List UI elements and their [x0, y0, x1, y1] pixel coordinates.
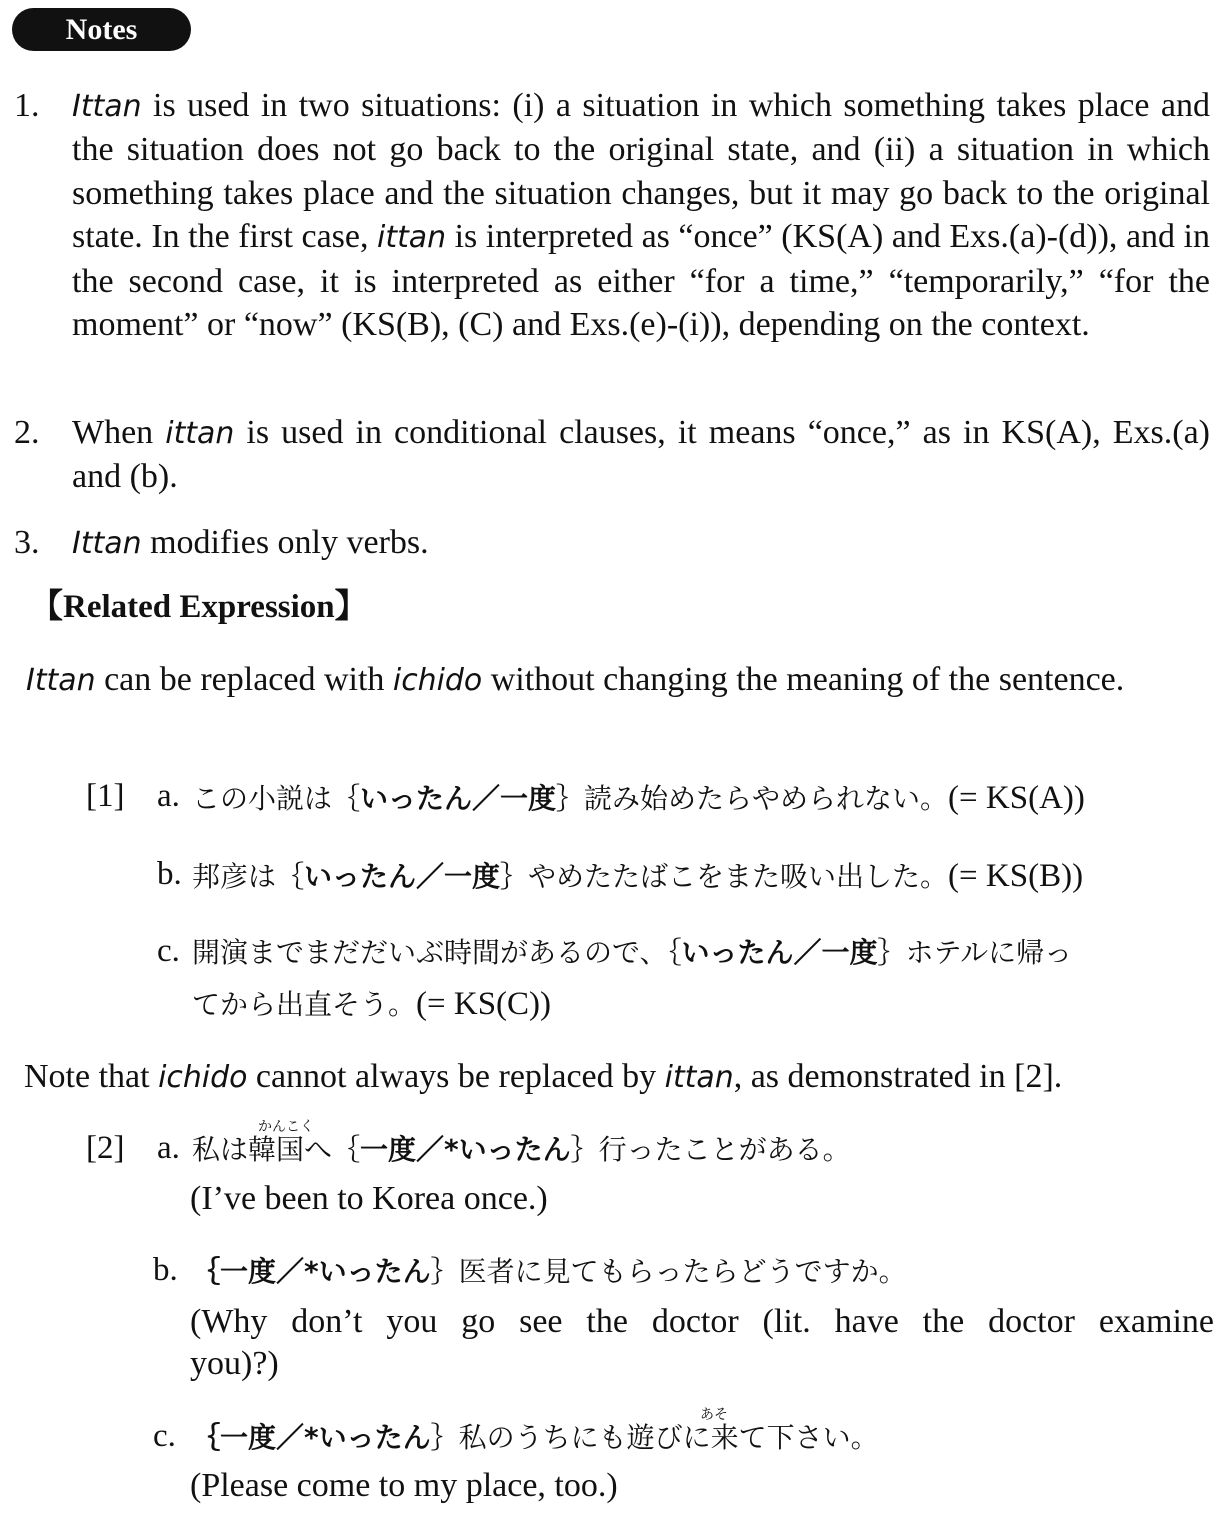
furigana-aso: あそ: [700, 1407, 728, 1423]
paragraph-text: can be replaced with: [95, 661, 393, 698]
translation-2a: (I’ve been to Korea once.): [190, 1180, 548, 1217]
related-expression-heading: 【Related Expression】: [30, 589, 368, 625]
paragraph-text: Note that: [24, 1058, 159, 1095]
jp-bold-text: ｛一度／*いったん: [192, 1421, 431, 1454]
note-1: [14, 84, 1210, 346]
jp-bold-text: 一度／*いったん: [360, 1133, 571, 1166]
term-ittan: Ittan: [72, 526, 142, 561]
jp-bold-text: いったん／一度: [360, 782, 557, 815]
term-ittan: ittan: [664, 1060, 734, 1095]
ks-reference: (= KS(C)): [416, 986, 552, 1022]
note-number: 3.: [14, 524, 40, 561]
jp-text: 開演までまだだいぶ時間があるので、｛: [192, 936, 682, 969]
example-1c-line2: [192, 984, 551, 1026]
jp-text: ｝行ったことがある。: [570, 1133, 851, 1166]
paragraph-text: , as demonstrated in [2].: [733, 1058, 1063, 1095]
jp-text: ｝ホテルに帰っ: [877, 936, 1073, 969]
notes-badge: Notes: [12, 8, 191, 51]
jp-bold-text: いったん／一度: [304, 860, 501, 893]
jp-text: てから出直そう。: [192, 988, 417, 1021]
term-ittan: ittan: [377, 220, 447, 256]
example-letter: a.: [157, 778, 180, 814]
paragraph-text: without changing the meaning of the sentence.: [482, 661, 1125, 698]
note-number: 2.: [14, 414, 40, 451]
translation-2b-line2: you)?): [190, 1345, 279, 1382]
note-number: 1.: [14, 87, 40, 124]
example-set-number: [2]: [86, 1130, 125, 1166]
jp-bold-text: ｛一度／*いったん: [192, 1255, 431, 1288]
jp-bold-text: いったん／一度: [681, 936, 878, 969]
term-ittan: ittan: [165, 416, 235, 451]
translation-2b-line1: (Why don’t you go see the doctor (lit. have the doctor examine: [190, 1303, 1214, 1340]
jp-text: ｝私のうちにも遊びに来て下さい。: [430, 1421, 879, 1454]
example-1a: [192, 778, 1085, 820]
term-ichido: ichido: [158, 1060, 248, 1095]
example-2c: [192, 1418, 879, 1459]
note-3: [14, 521, 1210, 565]
furigana-kankoku: かんこく: [258, 1119, 314, 1135]
note-text: is used in two situations: (i) a situation in which something takes place and the situation does not go back to the original state, and (ii) a situation in which something takes place and the situation changes, but it may go back to the original state. In the first case,: [72, 87, 1210, 256]
note-text: is interpreted as “once” (KS(A) and Exs.(a)-(d)), and in the second case, it is interpreted as either “for a time,” “temporarily,” “for the moment” or “now” (KS(B), (C) and Exs.(e)-(i)), depending on the context.: [72, 218, 1210, 344]
note-text: When: [72, 414, 166, 451]
example-2b: [192, 1252, 907, 1293]
jp-text: ｝読み始めたらやめられない。: [556, 782, 949, 815]
jp-text: 私は韓国へ｛: [192, 1133, 361, 1166]
example-1c: [192, 933, 1072, 974]
example-set-number: [1]: [86, 778, 125, 814]
example-letter: c.: [157, 933, 180, 969]
related-paragraph-2: [24, 1056, 1212, 1099]
jp-text: 邦彦は｛: [192, 860, 305, 893]
note-2: [14, 411, 1210, 499]
example-2a: [192, 1130, 851, 1171]
example-letter: b.: [153, 1252, 178, 1288]
note-text: is used in conditional clauses, it means “once,” as in KS(A), Exs.(a) and (b).: [72, 414, 1211, 496]
example-letter: b.: [157, 856, 182, 892]
related-paragraph-1: [26, 659, 1214, 702]
ks-reference: (= KS(A)): [948, 780, 1085, 816]
jp-text: ｝医者に見てもらったらどうですか。: [430, 1255, 907, 1288]
paragraph-text: cannot always be replaced by: [247, 1058, 665, 1095]
note-text: modifies only verbs.: [141, 524, 429, 561]
example-letter: a.: [157, 1130, 180, 1166]
term-ittan: Ittan: [72, 89, 142, 124]
translation-2c: (Please come to my place, too.): [190, 1467, 618, 1504]
term-ittan: Ittan: [26, 663, 96, 698]
ks-reference: (= KS(B)): [948, 858, 1084, 894]
term-ichido: ichido: [392, 663, 483, 698]
jp-text: ｝やめたたばこをまた吸い出した。: [500, 860, 949, 893]
example-1b: [192, 856, 1083, 898]
example-letter: c.: [153, 1418, 176, 1454]
jp-text: この小説は｛: [192, 782, 361, 815]
